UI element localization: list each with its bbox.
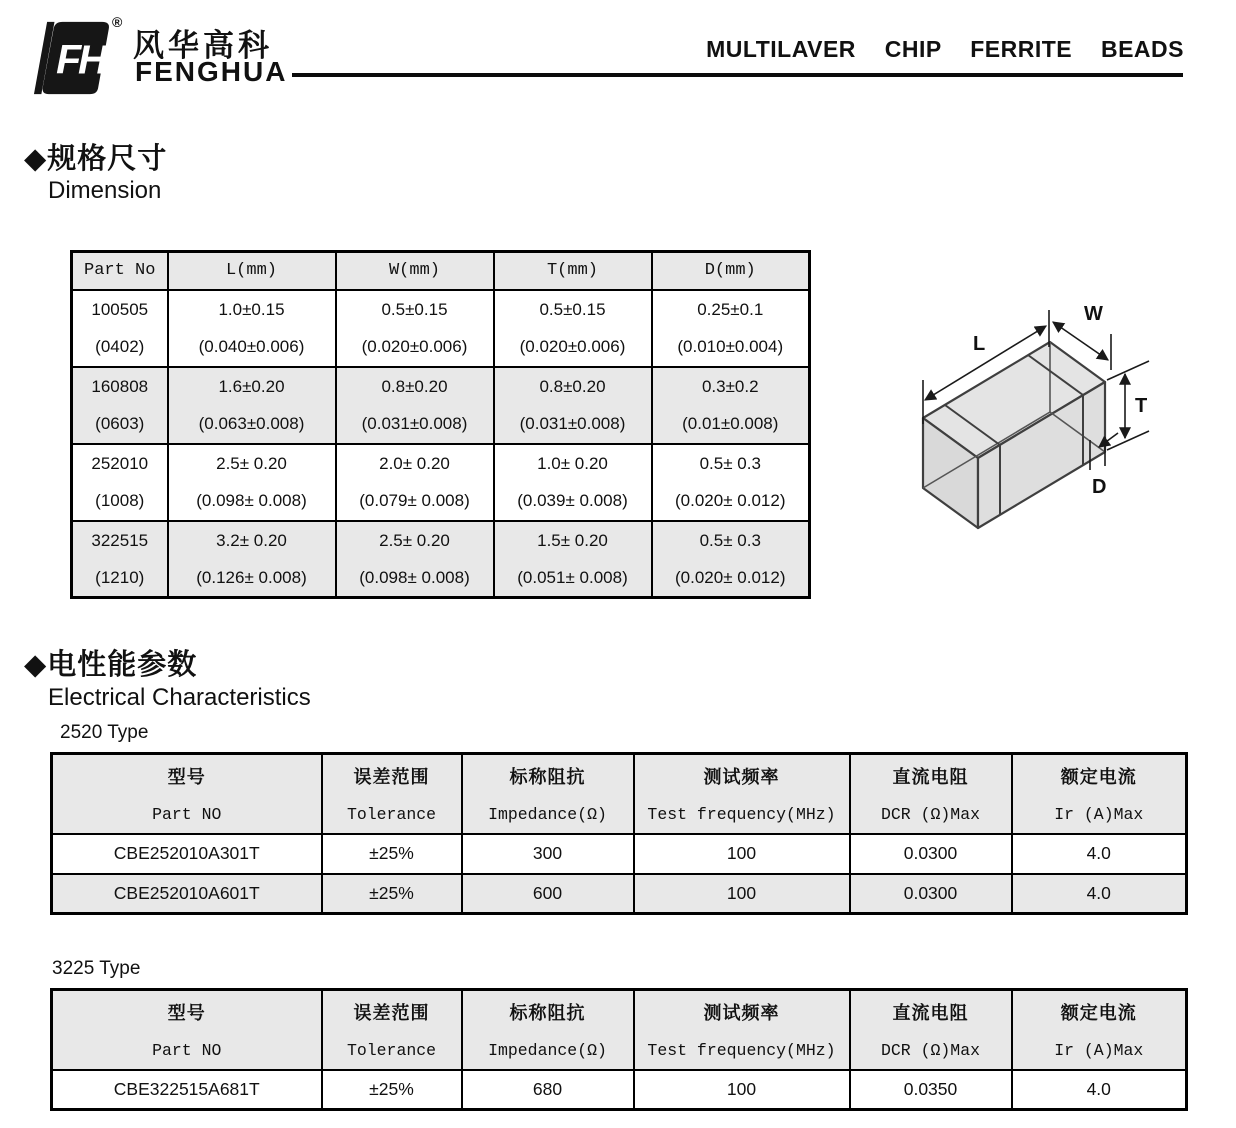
label-L: L — [973, 333, 986, 355]
dimension-header-row — [72, 252, 810, 290]
dimension-value-mm: 0.5±0.15 — [381, 299, 448, 319]
electrical-cell: 4.0 — [1012, 834, 1187, 874]
fenghua-logo-icon — [20, 12, 112, 104]
electrical-cell: 4.0 — [1012, 874, 1187, 914]
electrical-row — [52, 1070, 1187, 1110]
dimension-value-mm: 1.5± 0.20 — [537, 530, 608, 550]
dimension-value-mm: 0.8±0.20 — [381, 376, 448, 396]
column-header-en: Tolerance — [346, 1041, 437, 1061]
column-header-cn: 标称阻抗 — [509, 767, 586, 788]
dimension-value-inch: (0.031±0.008) — [519, 414, 626, 434]
column-header-cn: 测试频率 — [703, 767, 780, 788]
dimension-cell — [494, 290, 652, 367]
electrical-cell: 680 — [462, 1070, 634, 1110]
electrical-cell: ±25% — [322, 834, 462, 874]
electrical-column-header — [1012, 754, 1187, 834]
label-D: D — [1092, 476, 1107, 498]
dimension-cell — [494, 367, 652, 444]
electrical-column-header — [634, 990, 850, 1070]
dimension-cell — [336, 290, 494, 367]
column-header-en: DCR (Ω)Max — [880, 805, 981, 825]
electrical-cell: 300 — [462, 834, 634, 874]
dimension-cell — [168, 290, 336, 367]
dimension-cell — [168, 367, 336, 444]
dimension-cell — [72, 444, 168, 521]
dimension-value-mm: 322515 — [91, 530, 149, 550]
dimension-value-mm: 160808 — [91, 376, 149, 396]
dimension-value-mm: 0.5± 0.3 — [699, 453, 761, 473]
logo-mark-letters: FH — [56, 36, 105, 83]
logo-name-cn: 风华高科 — [133, 28, 273, 63]
dimension-row — [72, 290, 810, 367]
dimension-column-header: W(mm) — [336, 252, 494, 290]
electrical-column-header — [634, 754, 850, 834]
dimension-value-mm: 100505 — [91, 299, 149, 319]
chip-dimension-diagram — [893, 290, 1203, 535]
dimension-value-inch: (0.031±0.008) — [361, 414, 468, 434]
dimension-cell — [494, 444, 652, 521]
dimension-cell — [494, 521, 652, 598]
dimension-cell — [72, 290, 168, 367]
label-W: W — [1084, 303, 1103, 325]
column-header-cn: 误差范围 — [353, 767, 430, 788]
column-header-en: Tolerance — [346, 805, 437, 825]
electrical-table-3225 — [50, 988, 1188, 1111]
electrical-column-header — [52, 754, 322, 834]
page-title: MULTILAVER CHIP FERRITE BEADS — [706, 36, 1184, 62]
electrical-cell: 0.0350 — [850, 1070, 1012, 1110]
electrical-cell: ±25% — [322, 1070, 462, 1110]
dimension-value-inch: (0.01±0.008) — [682, 414, 779, 434]
column-header-en: Ir (A)Max — [1054, 805, 1144, 825]
electrical-column-header — [52, 990, 322, 1070]
electrical-table-2520 — [50, 752, 1188, 915]
dimension-value-mm: 1.0± 0.20 — [537, 453, 608, 473]
electrical-column-header — [850, 990, 1012, 1070]
electrical-cell: CBE322515A681T — [52, 1070, 322, 1110]
dimension-value-mm: 2.5± 0.20 — [379, 530, 450, 550]
electrical-heading-cn: ◆电性能参数 — [24, 649, 198, 681]
dimension-cell — [336, 367, 494, 444]
dimension-value-mm: 252010 — [91, 453, 149, 473]
dimension-value-mm: 2.0± 0.20 — [379, 453, 450, 473]
dimension-value-inch: (0.020± 0.012) — [675, 567, 786, 587]
dimension-value-inch: (0.010±0.004) — [677, 337, 784, 357]
dimension-row — [72, 521, 810, 598]
dimension-cell — [72, 521, 168, 598]
electrical-column-header — [1012, 990, 1187, 1070]
electrical-column-header — [322, 754, 462, 834]
dimension-cell — [168, 521, 336, 598]
column-header-en: Test frequency(MHz) — [647, 805, 836, 825]
dimension-cell — [336, 521, 494, 598]
dimension-heading-cn: ◆规格尺寸 — [24, 143, 168, 175]
column-header-cn: 型号 — [167, 1003, 206, 1024]
electrical-header-row — [52, 754, 1187, 834]
dimension-value-mm: 0.5±0.15 — [539, 299, 606, 319]
column-header-en: Impedance(Ω) — [488, 805, 607, 825]
column-header-cn: 额定电流 — [1060, 767, 1137, 788]
dimension-cell — [652, 290, 810, 367]
dimension-value-inch: (0.126± 0.008) — [196, 567, 307, 587]
column-header-en: Ir (A)Max — [1054, 1041, 1144, 1061]
electrical-column-header — [850, 754, 1012, 834]
electrical-heading-en: Electrical Characteristics — [48, 684, 311, 711]
column-header-en: Test frequency(MHz) — [647, 1041, 836, 1061]
dimension-column-header: D(mm) — [652, 252, 810, 290]
electrical-cell: 4.0 — [1012, 1070, 1187, 1110]
dimension-row — [72, 367, 810, 444]
column-header-en: Part NO — [152, 1041, 222, 1061]
electrical-cell: 0.0300 — [850, 834, 1012, 874]
label-T: T — [1135, 395, 1148, 417]
electrical-header-row — [52, 990, 1187, 1070]
dimension-value-inch: (0.063±0.008) — [198, 414, 305, 434]
column-header-cn: 直流电阻 — [892, 1003, 969, 1024]
electrical-column-header — [462, 754, 634, 834]
electrical-column-header — [322, 990, 462, 1070]
electrical-cell: 100 — [634, 834, 850, 874]
column-header-cn: 额定电流 — [1060, 1003, 1137, 1024]
column-header-cn: 标称阻抗 — [509, 1003, 586, 1024]
dimension-column-header: L(mm) — [168, 252, 336, 290]
electrical-row — [52, 834, 1187, 874]
logo-name-en: FENGHUA — [135, 56, 288, 87]
dimension-table — [70, 250, 811, 599]
header-divider — [292, 73, 1183, 77]
electrical-cell: 100 — [634, 874, 850, 914]
dimension-value-mm: 0.3±0.2 — [701, 376, 759, 396]
dimension-value-inch: (0.098± 0.008) — [359, 567, 470, 587]
dimension-cell — [168, 444, 336, 521]
dimension-value-inch: (0.020± 0.012) — [675, 491, 786, 511]
dimension-value-inch: (0.020±0.006) — [361, 337, 468, 357]
dimension-row — [72, 444, 810, 521]
dimension-cell — [336, 444, 494, 521]
electrical-cell: ±25% — [322, 874, 462, 914]
dimension-value-mm: 0.5± 0.3 — [699, 530, 761, 550]
dimension-cell — [652, 521, 810, 598]
electrical-cell: CBE252010A601T — [52, 874, 322, 914]
dimension-value-inch: (0603) — [95, 414, 145, 434]
dimension-value-inch: (1210) — [95, 567, 145, 587]
dimension-column-header: T(mm) — [494, 252, 652, 290]
dimension-value-mm: 1.6±0.20 — [218, 376, 285, 396]
column-header-cn: 误差范围 — [353, 1003, 430, 1024]
type-label-2520: 2520 Type — [60, 722, 149, 743]
dimension-column-header: Part No — [72, 252, 168, 290]
dimension-value-inch: (0402) — [95, 337, 145, 357]
dimension-cell — [72, 367, 168, 444]
column-header-cn: 直流电阻 — [892, 767, 969, 788]
dimension-value-mm: 1.0±0.15 — [218, 299, 285, 319]
dimension-value-mm: 0.8±0.20 — [539, 376, 606, 396]
dimension-value-inch: (0.039± 0.008) — [517, 491, 628, 511]
dimension-cell — [652, 367, 810, 444]
electrical-cell: 600 — [462, 874, 634, 914]
type-label-3225: 3225 Type — [52, 958, 141, 979]
column-header-cn: 测试频率 — [703, 1003, 780, 1024]
dimension-value-inch: (0.020±0.006) — [519, 337, 626, 357]
dimension-value-inch: (0.098± 0.008) — [196, 491, 307, 511]
electrical-cell: CBE252010A301T — [52, 834, 322, 874]
dimension-value-mm: 0.25±0.1 — [697, 299, 764, 319]
dimension-value-mm: 2.5± 0.20 — [216, 453, 287, 473]
dimension-value-inch: (0.051± 0.008) — [517, 567, 628, 587]
electrical-cell: 0.0300 — [850, 874, 1012, 914]
dimension-value-inch: (0.079± 0.008) — [359, 491, 470, 511]
dimension-value-mm: 3.2± 0.20 — [216, 530, 287, 550]
column-header-cn: 型号 — [167, 767, 206, 788]
column-header-en: DCR (Ω)Max — [880, 1041, 981, 1061]
dimension-value-inch: (1008) — [95, 491, 145, 511]
dimension-cell — [652, 444, 810, 521]
electrical-cell: 100 — [634, 1070, 850, 1110]
dimension-heading-en: Dimension — [48, 177, 162, 204]
column-header-en: Impedance(Ω) — [488, 1041, 607, 1061]
dimension-value-inch: (0.040±0.006) — [198, 337, 305, 357]
electrical-row — [52, 874, 1187, 914]
column-header-en: Part NO — [152, 805, 222, 825]
registered-trademark-icon: ® — [112, 14, 123, 30]
electrical-column-header — [462, 990, 634, 1070]
